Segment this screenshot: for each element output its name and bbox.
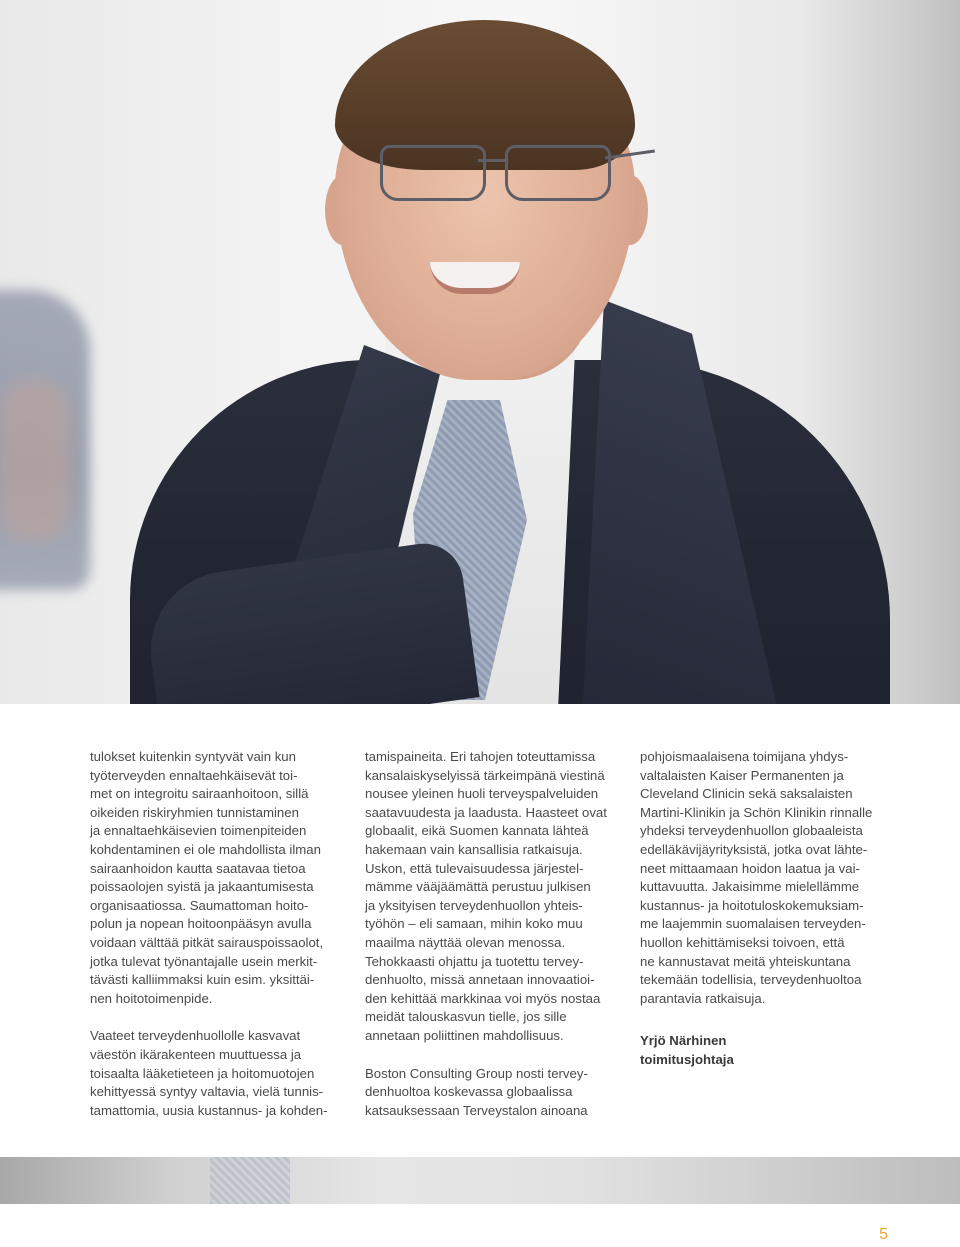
signature: [640, 1032, 890, 1069]
text-column-2: [365, 748, 613, 1120]
background-arm: [0, 380, 70, 540]
text-column-1: [90, 748, 352, 1120]
column3-paragraph-1: pohjoismaalaisena toimijana yhdys- valtalaisten Kaiser Permanenten ja Cleveland Clinicin sekä saksalaisten Martini-Klinikin ja Schön Klinikin rinnalle yhdeksi terveydenhuollon globaaleista edelläkävijäyrityksistä, jotka ovat lähte- neet mittaamaan hoidon laatua ja vai- kuttavuutta. Jakaisimme mielellämme kustannus- ja hoitotuloskokemuksiam- me laajemmin suomalaisen terveyden- huollon kehittämiseksi toivoen, että ne kannustavat meitä yhteiskuntana tekemään todellisia, terveydenhuoltoa parantavia ratkaisuja.: [640, 749, 873, 1006]
text-column-3: [640, 748, 890, 1070]
page-number: 5: [879, 1226, 888, 1243]
glasses-lens-left: [380, 145, 486, 201]
paragraph-gap: [365, 1046, 613, 1065]
column2-paragraph-2: Boston Consulting Group nosti tervey- denhuoltoa koskevassa globaalissa katsauksessaan Terveystalon ainoana: [365, 1065, 588, 1118]
bottom-photo-band: [0, 1157, 960, 1204]
bottom-band-tie-detail: [210, 1157, 290, 1204]
column1-paragraph-1: tulokset kuitenkin syntyvät vain kun työterveyden ennaltaehkäisevät toi- met on integroitu sairaanhoitoon, sillä oikeiden riskiryhmien tunnistaminen ja ennaltaehkäisevien toimenpiteiden kohdentaminen ei ole mahdollista ilman sairaanhoidon kautta saatavaa tietoa poissaolojen syistä ja jakaantumisesta organisaatiossa. Saumattoman hoito- polun ja nopean hoitoonpääsyn avulla voidaan välttää pitkät sairauspoissaolot, jotka tulevat työnantajalle usein merkit- tävästi kalliimmaksi kuin esim. yksittäi- nen hoitotoimenpide.: [90, 749, 324, 1006]
signature-title: toimitusjohtaja: [640, 1051, 734, 1067]
glasses-bridge: [478, 159, 508, 162]
glasses: [380, 145, 610, 205]
paragraph-gap: [90, 1008, 352, 1027]
column2-paragraph-1: tamispaineita. Eri tahojen toteuttamissa kansalaiskyselyissä tärkeimpänä viestinä nousee yleinen huoli terveyspalveluiden saatavuudesta ja laadusta. Haasteet ovat globaalit, eikä Suomen kannata lähteä hakemaan vain kansallisia ratkaisuja. Uskon, että tulevaisuudessa järjestel- mämme vääjäämättä perustuu julkisen ja yksityisen terveydenhuollon yhteis- työhön – eli samaan, mihin koko muu maailma näyttää olevan menossa. Tehokkaasti ohjattu ja tuotettu tervey- denhuolto, missä annetaan innovaatioi- den kehittää markkinaa voi myös nostaa meidät talouskasvun tielle, jos sille annetaan poliittinen mahdollisuus.: [365, 749, 607, 1043]
glasses-lens-right: [505, 145, 611, 201]
signature-name: Yrjö Närhinen: [640, 1033, 727, 1049]
column1-paragraph-2: Vaateet terveydenhuollolle kasvavat väestön ikärakenteen muuttuessa ja toisaalta lääketieteen ja hoitomuotojen kehittyessä syntyy valtavia, vielä tunnis- tamattomia, uusia kustannus- ja kohden-: [90, 1028, 328, 1118]
